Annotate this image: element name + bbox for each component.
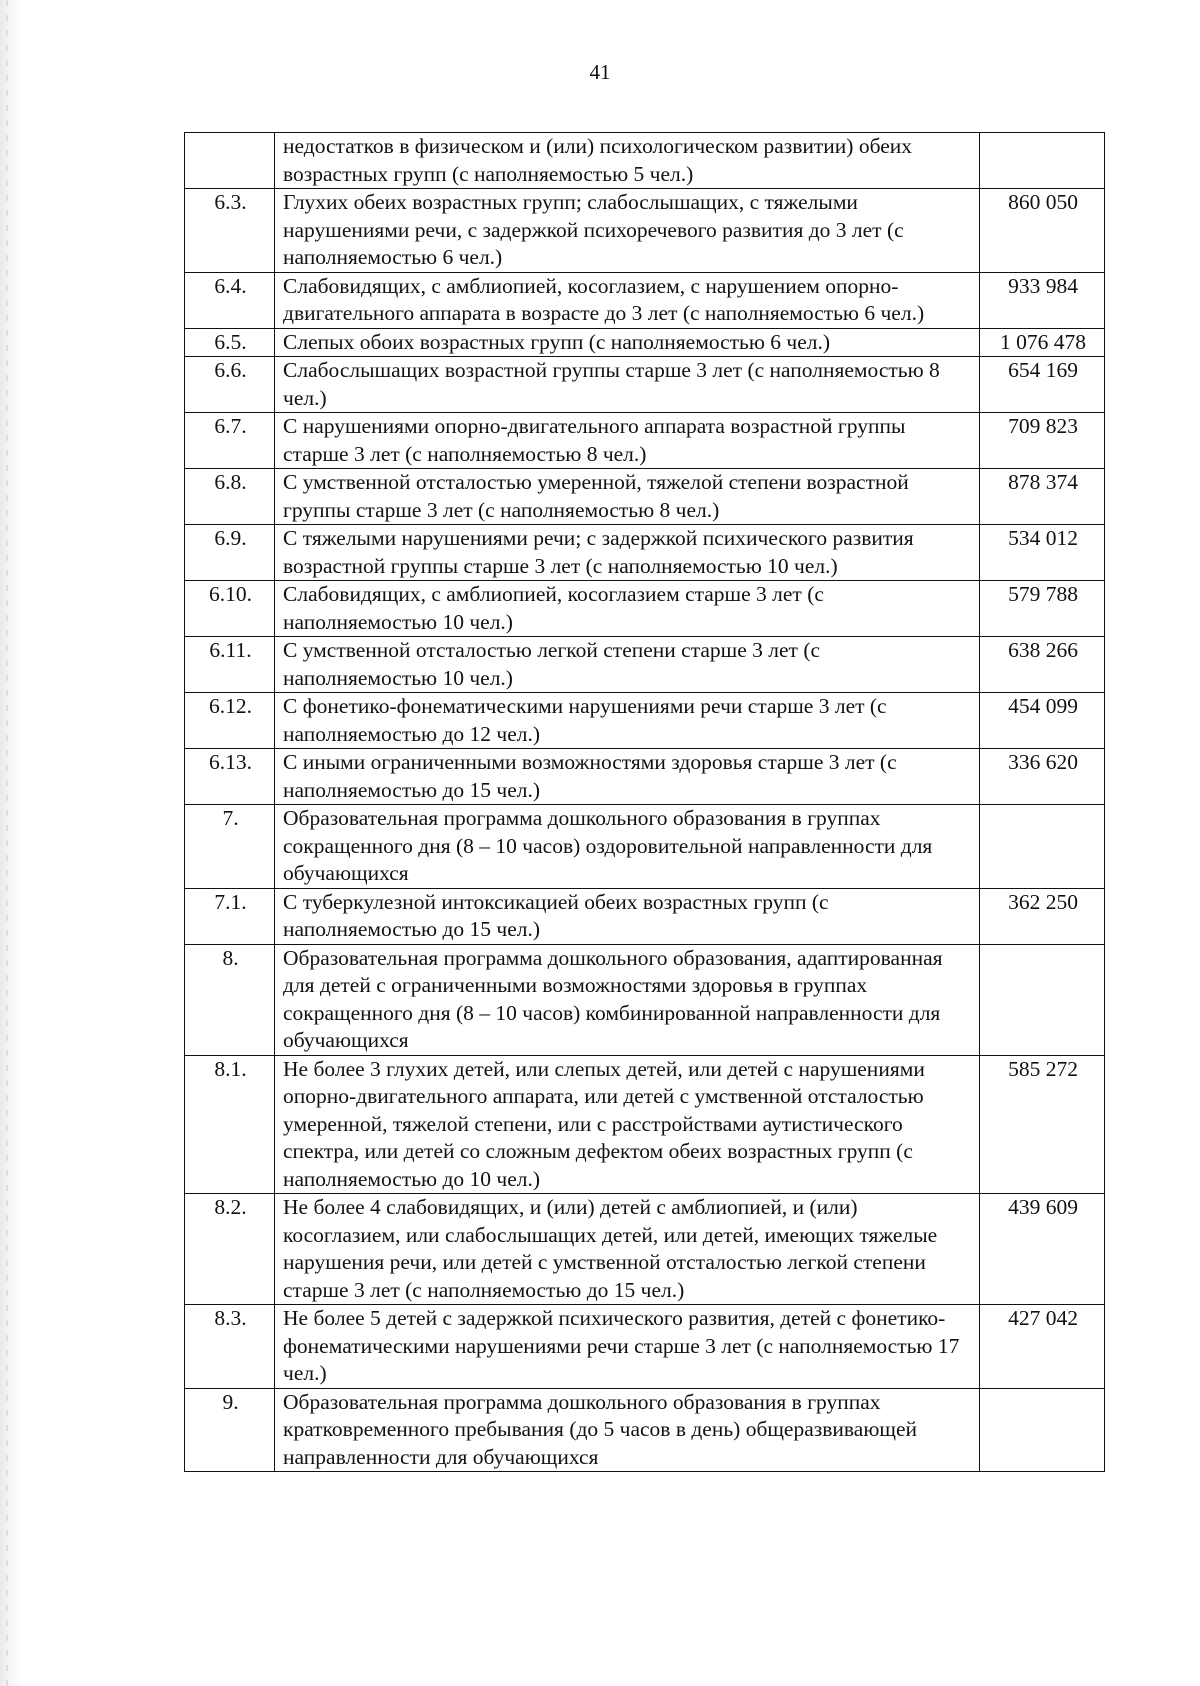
- table-row: [185, 328, 1105, 357]
- row-number: 8.2.: [185, 1194, 275, 1305]
- table-row: [185, 357, 1105, 413]
- table-row: [185, 637, 1105, 693]
- row-description: Слабовидящих, с амблиопией, косоглазием, с нарушением опорно-двигательного аппарата в возрасте до 3 лет (с наполняемостью 6 чел.): [275, 272, 980, 328]
- row-description: С фонетико-фонематическими нарушениями речи старше 3 лет (с наполняемостью до 12 чел.): [275, 693, 980, 749]
- row-number: 8.3.: [185, 1305, 275, 1389]
- row-number: 6.4.: [185, 272, 275, 328]
- row-description: Слабослышащих возрастной группы старше 3 лет (с наполняемостью 8 чел.): [275, 357, 980, 413]
- table-row: [185, 805, 1105, 889]
- row-description: Не более 5 детей с задержкой психического развития, детей с фонетико-фонематическими нарушениями речи старше 3 лет (с наполняемостью 17 чел.): [275, 1305, 980, 1389]
- table-row: [185, 888, 1105, 944]
- row-number: 6.12.: [185, 693, 275, 749]
- table-row: [185, 1305, 1105, 1389]
- row-value: 1 076 478: [980, 328, 1105, 357]
- row-description: Не более 4 слабовидящих, и (или) детей с амблиопией, и (или) косоглазием, или слабослышащих детей, или детей, имеющих тяжелые нарушения речи, или детей с умственной отсталостью легкой степени старше 3 лет (с наполняемостью до 15 чел.): [275, 1194, 980, 1305]
- row-number: 7.: [185, 805, 275, 889]
- row-value: 585 272: [980, 1055, 1105, 1194]
- row-value: 336 620: [980, 749, 1105, 805]
- row-description: Слабовидящих, с амблиопией, косоглазием старше 3 лет (с наполняемостью 10 чел.): [275, 581, 980, 637]
- row-description: недостатков в физическом и (или) психологическом развитии) обеих возрастных групп (с наполняемостью 5 чел.): [275, 133, 980, 189]
- row-value: 709 823: [980, 413, 1105, 469]
- row-number: 6.5.: [185, 328, 275, 357]
- table-row: [185, 581, 1105, 637]
- row-number: [185, 133, 275, 189]
- table-row: [185, 272, 1105, 328]
- table-row: [185, 469, 1105, 525]
- row-number: 6.3.: [185, 189, 275, 273]
- table-row: [185, 189, 1105, 273]
- table-row: [185, 693, 1105, 749]
- table-row: [185, 749, 1105, 805]
- row-number: 6.6.: [185, 357, 275, 413]
- row-number: 7.1.: [185, 888, 275, 944]
- row-value: 654 169: [980, 357, 1105, 413]
- row-number: 8.1.: [185, 1055, 275, 1194]
- row-description: Образовательная программа дошкольного образования в группах сокращенного дня (8 – 10 часов) оздоровительной направленности для обучающихся: [275, 805, 980, 889]
- tariff-table: [184, 132, 1105, 1472]
- table-row: [185, 944, 1105, 1055]
- row-value: 860 050: [980, 189, 1105, 273]
- row-value: [980, 133, 1105, 189]
- row-description: С нарушениями опорно-двигательного аппарата возрастной группы старше 3 лет (с наполняемостью 8 чел.): [275, 413, 980, 469]
- row-number: 6.10.: [185, 581, 275, 637]
- row-number: 8.: [185, 944, 275, 1055]
- row-number: 6.13.: [185, 749, 275, 805]
- row-number: 6.11.: [185, 637, 275, 693]
- row-value: 427 042: [980, 1305, 1105, 1389]
- page-number: 41: [589, 60, 611, 84]
- row-number: 6.9.: [185, 525, 275, 581]
- row-description: Образовательная программа дошкольного образования в группах кратковременного пребывания (до 5 часов в день) общеразвивающей направленности для обучающихся: [275, 1388, 980, 1472]
- table-row: [185, 1194, 1105, 1305]
- row-description: С умственной отсталостью легкой степени старше 3 лет (с наполняемостью 10 чел.): [275, 637, 980, 693]
- row-description: Не более 3 глухих детей, или слепых детей, или детей с нарушениями опорно-двигательного аппарата, или детей с умственной отсталостью умеренной, тяжелой степени, или с расстройствами аутистического спектра, или детей со сложным дефектом обеих возрастных групп (с наполняемостью до 10 чел.): [275, 1055, 980, 1194]
- row-description: С тяжелыми нарушениями речи; с задержкой психического развития возрастной группы старше 3 лет (с наполняемостью 10 чел.): [275, 525, 980, 581]
- row-value: 638 266: [980, 637, 1105, 693]
- row-value: [980, 805, 1105, 889]
- row-description: С иными ограниченными возможностями здоровья старше 3 лет (с наполняемостью до 15 чел.): [275, 749, 980, 805]
- row-value: 878 374: [980, 469, 1105, 525]
- table-row: [185, 133, 1105, 189]
- table-row: [185, 525, 1105, 581]
- table-row: [185, 413, 1105, 469]
- tariff-table-body: [185, 133, 1105, 1472]
- row-value: 439 609: [980, 1194, 1105, 1305]
- row-value: [980, 1388, 1105, 1472]
- row-value: 933 984: [980, 272, 1105, 328]
- row-description: Глухих обеих возрастных групп; слабослышащих, с тяжелыми нарушениями речи, с задержкой психоречевого развития до 3 лет (с наполняемостью 6 чел.): [275, 189, 980, 273]
- row-description: С умственной отсталостью умеренной, тяжелой степени возрастной группы старше 3 лет (с наполняемостью 8 чел.): [275, 469, 980, 525]
- scan-edge: [0, 0, 22, 1686]
- row-value: 362 250: [980, 888, 1105, 944]
- table-row: [185, 1388, 1105, 1472]
- row-number: 6.7.: [185, 413, 275, 469]
- row-value: 454 099: [980, 693, 1105, 749]
- table-row: [185, 1055, 1105, 1194]
- row-number: 6.8.: [185, 469, 275, 525]
- row-description: Слепых обоих возрастных групп (с наполняемостью 6 чел.): [275, 328, 980, 357]
- row-number: 9.: [185, 1388, 275, 1472]
- row-description: С туберкулезной интоксикацией обеих возрастных групп (с наполняемостью до 15 чел.): [275, 888, 980, 944]
- row-value: [980, 944, 1105, 1055]
- row-description: Образовательная программа дошкольного образования, адаптированная для детей с ограниченными возможностями здоровья в группах сокращенного дня (8 – 10 часов) комбинированной направленности для обучающихся: [275, 944, 980, 1055]
- row-value: 534 012: [980, 525, 1105, 581]
- row-value: 579 788: [980, 581, 1105, 637]
